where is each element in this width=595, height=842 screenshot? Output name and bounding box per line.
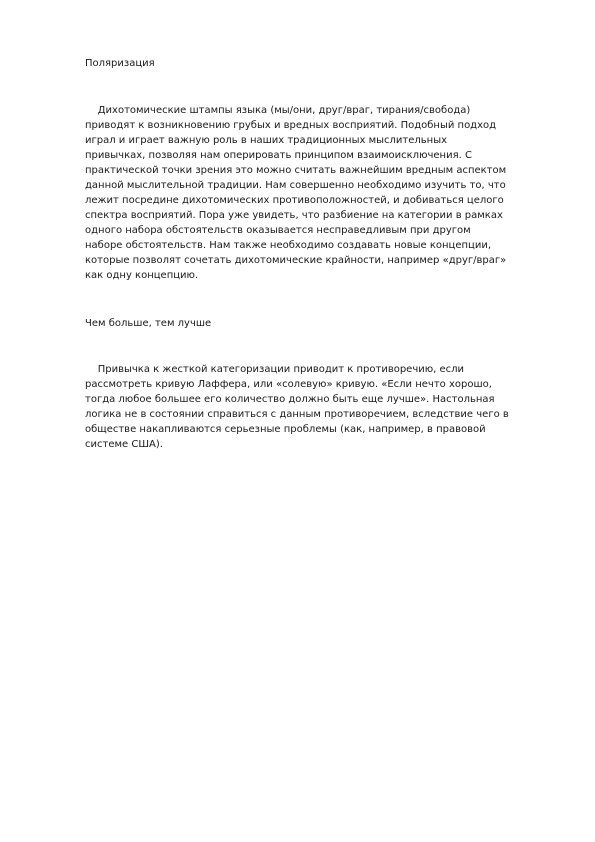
section-heading-polarization: Поляризация [85,58,155,69]
paragraph-line: обществе накапливаются серьезные проблемы (как, например, в правовой [85,424,486,435]
paragraph-line: Дихотомические штампы языка (мы/они, друг/враг, тирания/свобода) [85,105,471,116]
paragraph-line: тогда любое большее его количество должно быть еще лучше». Настольная [85,394,495,405]
paragraph-line: одного набора обстоятельств оказывается несправедливым при другом [85,225,471,236]
paragraph-line: как одну концепцию. [85,270,199,281]
paragraph-line: рассмотреть кривую Лаффера, или «солевую» кривую. «Если нечто хорошо, [85,379,492,390]
paragraph-line: логика не в состоянии справиться с данным противоречием, вследствие чего в [85,409,509,420]
paragraph-line: Привычка к жесткой категоризации приводит к противоречию, если [85,364,465,375]
paragraph-line: практической точки зрения это можно считать важнейшим вредным аспектом [85,165,507,176]
paragraph-line: лежит посредине дихотомических противоположностей, и добиваться целого [85,195,504,206]
paragraph-line: которые позволят сочетать дихотомические крайности, например «друг/враг» [85,255,507,266]
section-heading-more-is-better: Чем больше, тем лучше [85,318,212,329]
paragraph-line: системе США). [85,439,163,450]
paragraph-line: наборе обстоятельств. Нам также необходимо создавать новые концепции, [85,240,492,251]
paragraph-line: привычках, позволяя нам оперировать принципом взаимоисключения. С [85,150,472,161]
paragraph-line: данной мыслительной традиции. Нам совершенно необходимо изучить то, что [85,180,506,191]
paragraph-polarization [85,103,506,283]
paragraph-line: спектра восприятий. Пора уже увидеть, что разбиение на категории в рамках [85,210,503,221]
paragraph-more-is-better [85,362,509,452]
paragraph-line: играл и играет важную роль в наших традиционных мыслительных [85,135,448,146]
paragraph-line: приводят к возникновению грубых и вредных восприятий. Подобный подход [85,120,497,131]
